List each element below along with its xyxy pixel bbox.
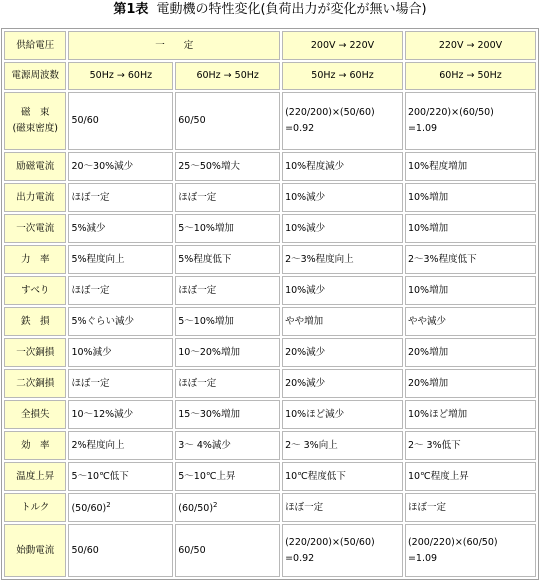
row-label: トルク xyxy=(4,493,66,522)
header-freq-col2: 60Hz → 50Hz xyxy=(175,62,280,90)
cell: 2%程度向上 xyxy=(68,431,173,460)
cell: 60/50 xyxy=(175,92,280,150)
table-row xyxy=(4,338,536,367)
cell: 20%増加 xyxy=(405,369,536,398)
header-freq-col1: 50Hz → 60Hz xyxy=(68,62,173,90)
cell: 2～ 3%向上 xyxy=(282,431,403,460)
cell: 20%減少 xyxy=(282,369,403,398)
cell: 10%減少 xyxy=(68,338,173,367)
cell: 10～20%増加 xyxy=(175,338,280,367)
cell xyxy=(68,493,173,522)
cell: ほぼ一定 xyxy=(175,183,280,212)
row-label: 鉄 損 xyxy=(4,307,66,336)
table-row xyxy=(4,183,536,212)
cell: 5～10%増加 xyxy=(175,214,280,243)
cell-line: =0.92 xyxy=(285,552,315,564)
header-voltage-constant: 一 定 xyxy=(68,31,280,60)
cell: やや増加 xyxy=(282,307,403,336)
cell-line: =1.09 xyxy=(407,123,438,134)
cell: 10%増加 xyxy=(405,276,536,305)
row-label: 一次電流 xyxy=(4,214,66,243)
header-voltage-down: 220V → 200V xyxy=(405,31,536,60)
cell: 10%程度増加 xyxy=(405,152,536,181)
header-freq-col4: 60Hz → 50Hz xyxy=(405,62,536,90)
cell-line: =1.09 xyxy=(407,552,438,564)
cell: ほぼ一定 xyxy=(68,369,173,398)
row-label: 全損失 xyxy=(4,400,66,429)
exponent: 2 xyxy=(106,501,111,510)
cell: 10%程度減少 xyxy=(282,152,403,181)
row-label: 二次銅損 xyxy=(4,369,66,398)
table-row xyxy=(4,524,536,577)
cell: 10℃程度低下 xyxy=(282,462,403,491)
table-row xyxy=(4,152,536,181)
header-label-frequency: 電源周波数 xyxy=(4,62,66,90)
cell: 10%増加 xyxy=(405,183,536,212)
cell xyxy=(175,493,280,522)
header-row-voltage xyxy=(4,31,536,60)
cell-line: (200/220)×(60/50) xyxy=(407,536,498,548)
cell: 2～3%程度低下 xyxy=(405,245,536,274)
row-label: 一次銅損 xyxy=(4,338,66,367)
row-label: 出力電流 xyxy=(4,183,66,212)
characteristics-table xyxy=(1,28,539,580)
exponent: 2 xyxy=(213,501,218,510)
header-label-voltage: 供給電圧 xyxy=(4,31,66,60)
table-row xyxy=(4,214,536,243)
cell: 3～ 4%減少 xyxy=(175,431,280,460)
cell: 10%減少 xyxy=(282,214,403,243)
cell: 10℃程度上昇 xyxy=(405,462,536,491)
cell: 5～10%増加 xyxy=(175,307,280,336)
cell: ほぼ一定 xyxy=(175,369,280,398)
cell: 50/60 xyxy=(68,92,173,150)
cell xyxy=(405,524,536,577)
cell: 10%増加 xyxy=(405,214,536,243)
cell: 60/50 xyxy=(175,524,280,577)
cell-text: (60/50) xyxy=(178,503,214,515)
cell-text: (50/60) xyxy=(71,503,107,515)
cell xyxy=(282,524,403,577)
table-row xyxy=(4,245,536,274)
cell: ほぼ一定 xyxy=(175,276,280,305)
cell-line: (220/200)×(50/60) xyxy=(285,107,375,118)
cell: 20%減少 xyxy=(282,338,403,367)
cell: 5%ぐらい減少 xyxy=(68,307,173,336)
cell: 10%減少 xyxy=(282,276,403,305)
cell: 10%ほど増加 xyxy=(405,400,536,429)
table-number: 第1表 xyxy=(113,2,149,17)
cell: 25～50%増大 xyxy=(175,152,280,181)
cell-line: 200/220)×(60/50) xyxy=(407,107,494,118)
cell: 2～ 3%低下 xyxy=(405,431,536,460)
cell: ほぼ一定 xyxy=(68,276,173,305)
table-row xyxy=(4,400,536,429)
cell: ほぼ一定 xyxy=(405,493,536,522)
table-row xyxy=(4,276,536,305)
table-row xyxy=(4,92,536,150)
cell: 10～12%減少 xyxy=(68,400,173,429)
cell-line: =0.92 xyxy=(285,123,315,134)
row-label: 始動電流 xyxy=(4,524,66,577)
header-row-frequency xyxy=(4,62,536,90)
row-label-main: 磁 束 xyxy=(20,107,50,118)
header-freq-col3: 50Hz → 60Hz xyxy=(282,62,403,90)
row-label: 温度上昇 xyxy=(4,462,66,491)
row-label: すべり xyxy=(4,276,66,305)
header-voltage-up: 200V → 220V xyxy=(282,31,403,60)
cell: 5%減少 xyxy=(68,214,173,243)
cell: 2～3%程度向上 xyxy=(282,245,403,274)
cell: ほぼ一定 xyxy=(68,183,173,212)
cell: 5～10℃低下 xyxy=(68,462,173,491)
cell: 20～30%減少 xyxy=(68,152,173,181)
row-label-sub: (磁束密度) xyxy=(12,123,58,134)
cell xyxy=(405,92,536,150)
table-title: 電動機の特性変化(負荷出力が変化が無い場合) xyxy=(156,2,427,17)
cell: ほぼ一定 xyxy=(282,493,403,522)
cell: 50/60 xyxy=(68,524,173,577)
table-row xyxy=(4,431,536,460)
cell xyxy=(282,92,403,150)
cell: 5～10℃上昇 xyxy=(175,462,280,491)
table-row xyxy=(4,307,536,336)
cell: 10%減少 xyxy=(282,183,403,212)
row-label: 効 率 xyxy=(4,431,66,460)
cell: やや減少 xyxy=(405,307,536,336)
cell: 10%ほど減少 xyxy=(282,400,403,429)
row-label: 励磁電流 xyxy=(4,152,66,181)
cell: 5%程度低下 xyxy=(175,245,280,274)
cell: 15～30%増加 xyxy=(175,400,280,429)
table-row xyxy=(4,369,536,398)
cell: 20%増加 xyxy=(405,338,536,367)
row-label: 力 率 xyxy=(4,245,66,274)
cell: 5%程度向上 xyxy=(68,245,173,274)
table-caption xyxy=(0,0,540,22)
cell-line: (220/200)×(50/60) xyxy=(285,536,375,548)
row-label xyxy=(4,92,66,150)
table-row xyxy=(4,462,536,491)
table-row xyxy=(4,493,536,522)
